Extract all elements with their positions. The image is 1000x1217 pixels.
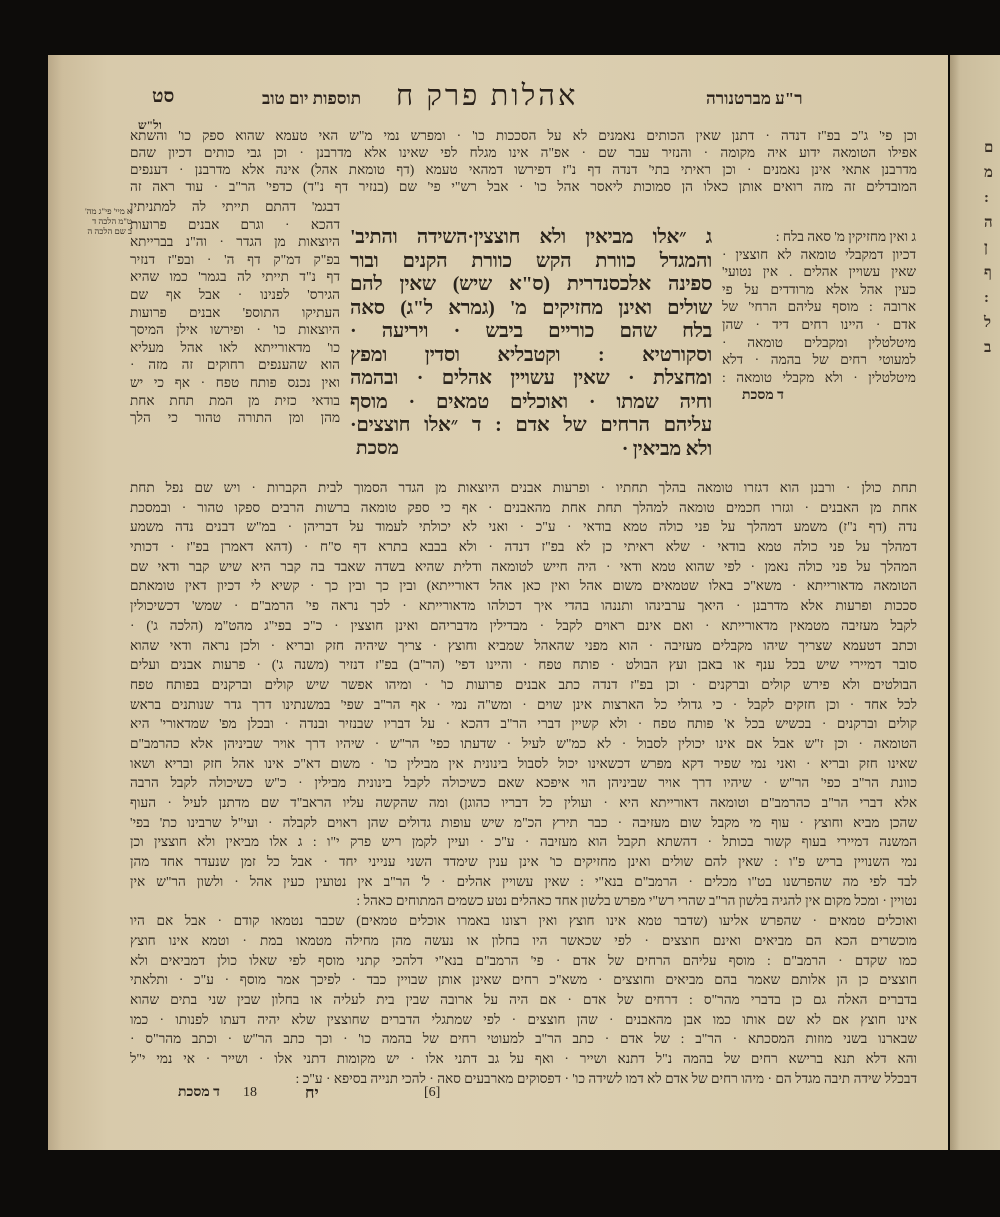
- mishnah-line: ספינה אלכסנדרית (ס"א שיש) שאין להם: [350, 273, 712, 295]
- mishnah-line: בלח שהם כוריים ביבש · ויריעה ·: [350, 320, 712, 342]
- commentary-line: שהכן מביא וחוצץ · עוף מי מקבל שום מעזיבה · כבר תירץ הכ"מ שיש עופות גדולים שהן ראוים לקבלה · ועי"ל שרבינו כת' בפי': [130, 814, 917, 830]
- commentary-line: מדרבנן אתאי אינן נאמנים · וכן ראיתי בתי' דנדה דף נ"ז דפירשו דמהאי טעמא (דף טומאת אהל) אינה אלא מדרבנן · דענפים: [130, 162, 917, 177]
- mishnah-line: עליהם הרחים של אדם : ד ״אלו חוצצים·: [350, 414, 712, 436]
- commentary-line: חוצצים כן הן אלותם שאמר בהם מביאים וחוצצים · משא"כ רחים שאינן אותן שבויין כבד · לפיכך אמר מוסף · ע"כ · ותלאתי: [130, 972, 917, 988]
- commentary-line: שבארנו בשני מוזות המסכתא · הר"ב : של אדם · כתב הר"ב למעוטי רחים של בהמה כו' · וכך כתב הר"ש · וכתב מהר"ס ·: [130, 1031, 917, 1047]
- page-number: סט: [152, 86, 175, 107]
- commentary-line: דכיון דמקבלי טומאה לא חוצצין ·: [722, 246, 916, 262]
- commentary-line: וכתב דטעמא שצריך שיהו מקבלים מעזיבה · הוא מפני שהאהל שמביא וחוצץ · צריך שיהיה חזק ובריא · ולכן נראה ודאי שהוא: [130, 637, 917, 653]
- commentary-line: המשנה דמיירי בעוף קשור בכותל · דהשתא תקבל הוא מעזיבה · ע"כ · ועיין לקמן ריש פרק י"ו : ג אלו מביאין ולא חוצצין וכן: [130, 834, 917, 850]
- commentary-line: אפילו הטומאה ידוע איה מקומה · והנזיר עבר שם · אפ"ה אינו מגלח לפי שאינו אלא מדרבנן · וכן גבי כותים דכיון שהם: [130, 145, 917, 160]
- next-page-fragment: :: [984, 290, 989, 306]
- commentary-line: בודאי כזית מן המת תחת אחת: [130, 392, 340, 408]
- mishnah-line: והמגדל כוורת הקש כוורת הקנים ובור: [350, 249, 712, 272]
- commentary-line: שאין עשויין אהלים . אין נטועי': [722, 264, 916, 280]
- margin-notes: [62, 206, 132, 236]
- commentary-line: שאינו חזק ובריא · ואני נמי שפיר דקא מפרש דכשאינו יכול לסבול בינונית אין מבילין כו' · משום דא"כ אינו אהל חזק ובריא ושאו: [130, 755, 917, 771]
- commentary-line: תחת כולן · ורבנן הוא דגזרו טומאה בהלך תחתיו · ופרעות אבנים היוצאות מן הגדר הסמוך לבית הקברות · ויש שם נפל תחת: [130, 480, 917, 495]
- top-commentary: [130, 127, 917, 195]
- mishnah-line: ג ״אלו מביאין ולא חוצצין·השידה והתיב': [350, 226, 712, 248]
- commentary-line: כוונת הר"ב כפי' הר"ש · שיהיו דרך אויר שביניהן הוי איפכא שאם כשיכולה לקבל בינונית מבילין · כ"ש כשיכולה לקבל הרבה: [130, 775, 917, 791]
- mishnah-line: וסקורטיא : וקטבליא וסדין ומפץ: [350, 343, 712, 366]
- commentary-line: הבולטים ולא פירש קולים וברקנים · וכן בפ"ז דנדה כתב אבנים פרועות כו' · ומיהו אפשר שיש קולים וברקנים בפותח טפח: [130, 676, 917, 692]
- commentary-line: ואין נכנס פותח טפח · אף כי יש: [130, 374, 340, 390]
- commentary-line: דבגמ' דהתם תייתי לה למתניתין: [130, 199, 340, 214]
- commentary-line: דבכלל שידה תיבה מגדל הם · מיהו רחים של אדם לא דמו לשידה כו' · דפסוקים מארבעים סאה · להכי תנייה בסיפא · ע"כ :: [295, 1070, 917, 1086]
- commentary-line: מוכשרים הכא הם מביאים ואינם חוצצים · לפי שכאשר היו בחלון או נעשה מהן מחילה מטמאו במת · וטמא אינו חוצץ: [130, 932, 917, 948]
- commentary-line: דמהלך על פני כולה טמא בודאי · שלא ראיתי כן לא בפ"ז דנדה · ולא בבבא בתרא דף ס"ח · (דהא דאמרן בפ"ז · דכותי: [130, 539, 917, 555]
- commentary-line: והא דלא תנא ברישא רחים של בהמה נ"ל דתנא ושייר · ואף על גב דתני אלו · יש מקומות דתני אלו · ושייר · אי נמי י"ל: [130, 1050, 917, 1066]
- commentary-line: העתיקו התוספ' אבנים פרועות: [130, 304, 340, 320]
- commentary-line: המובדלים זה מזה רואים אותן כאלו הן סמוכות ליאסר אהל כו' · אבל רש"י פי' שם (בנזיר דף נ"ד) כדפי' הר"ב · עוד ראה זה: [130, 179, 917, 194]
- next-page-fragment: :: [984, 190, 989, 206]
- commentary-line: אחת מן האבנים · וגזרו חכמים טומאה למהלך תחת אחת מהאבנים · אף כי ספק טומאה ברשות הרבים ספקו טהור · ובמסכת: [130, 499, 917, 515]
- commentary-line: סככות ופרעות אלא מדרבנן · היאך ערבינהו ותננהו בהדי איך דכולהו מדאורייתא · לכך נראה פי' הרמב"ם · שמש' דכשיכולין: [130, 598, 917, 614]
- commentary-line: בפ"ק דמ"ק דף ה' · ובפ"ז דנזיר: [130, 251, 340, 267]
- commentary-line: נדה (דף נ"ז) משמע דמהלך על פני כולה טמא בודאי · ע"כ · ואני לא יכולתי לעמוד על דבריהן · במ"ש דבנים נדה משמע: [130, 519, 917, 535]
- left-commentary-column: [130, 198, 340, 427]
- commentary-line: נמי השנויין בריש פ"ו : שאין להם שולים ואינן מחזיקים כו' אינן ענין שימדד השני ענייני יחד · אבל כל זמן שנעדר אחד מהן: [130, 854, 917, 870]
- next-page-fragment: ם: [984, 140, 994, 156]
- corner-note: ול"ש: [138, 118, 162, 132]
- commentary-line: לקבל מעזיבה מטמאין מדאורייתא · ואם אינם ראוים לקבל · מבדילין מדבריהם ואינן חוצצין · כ"כ בפי"ג מהט"מ (הלכה ג') ·: [130, 617, 917, 633]
- commentary-line: דהכא · וגרם אבנים פרועות: [130, 216, 340, 232]
- commentary-line: היוצאות מן הגדר · וה"נ בברייתא: [130, 234, 340, 250]
- commentary-line: כעין אהל אלא מרודדים על פי: [722, 281, 916, 297]
- next-page-fragment: ה: [984, 215, 993, 231]
- commentary-line: לבד לפי מה שהפרשנו בט"ו מכלים · הרמב"ם בנא"י : שאין עשויין אהלים · ל' הר"ב אין נטועין כעין אהל · ולשון הר"ש אין: [130, 873, 917, 889]
- commentary-line: כמו שקדם · הרמב"ם : מוסף עליהם הרחים של אדם · פי' הרמב"ם בנא"י דלהכי קתני מוסף לפי שאלו כולן דמביאים ולא: [130, 952, 917, 968]
- mishnah-text: [350, 226, 712, 461]
- footer-signature-hebrew: יח: [305, 1085, 319, 1102]
- right-commentary-column: [722, 228, 916, 386]
- next-page-fragment: ף: [984, 265, 992, 281]
- commentary-line: הטומאה מדאורייתא · משא"כ באלו שטמאים משום אהל ואין כאן אהל דאורייתא) ובין כך ובין כך · קשיא לי דכיון דאין טומאתם: [130, 578, 917, 594]
- footer-signature-arabic: 18: [243, 1085, 257, 1100]
- next-page-fragment: מ: [984, 165, 993, 181]
- commentary-line: הגירס' לפנינו · אבל אף שם: [130, 286, 340, 302]
- commentary-line: למעוטי רחים של בהמה · דלא: [722, 352, 916, 368]
- next-page-fragment: ב: [984, 340, 992, 356]
- tosafot-title: תוספות יום טוב: [262, 89, 362, 108]
- commentary-line: המהלך על פני כולה נאמן · לפי שהוא טמא ודאי · היה חייש לטומאה ודלית שהיא בשדה שאבד בה קבר היא שיש קבר ודאי שם: [130, 558, 917, 574]
- commentary-line: דף נ"ד תייתי לה בגמר' כמו שהיא: [130, 269, 340, 285]
- commentary-line: ואוכלים טמאים · שהפרש אליעו (שדבר טמא אינו חוצץ ואין רצונו באמרו אוכלים טמאים) שכבר נטמאו קודם · אבל אם היו: [130, 913, 917, 929]
- commentary-line: וכן פי' ג"כ בפ"ז דנדה · דתנן שאין הכותים נאמנים לא על הסככות כו' · ומפרש נמי מ"ש האי טעמא שהוא ספק כו' והשתא: [130, 128, 917, 143]
- next-page-fragment: ן: [984, 240, 988, 256]
- commentary-line: היוצאות כו' · ופירשו אילן המיסך: [130, 322, 340, 338]
- commentary-line: הטומאה · וכן ז"ש אבל אם אינו יכולין לסבול · לא כמ"ש לעיל · שדעתו כפי' הר"ש · שיהיו דרך אויר שביניהן אלא כהרמב"ם: [130, 735, 917, 751]
- commentary-line: לכל אחד · וכן חזקים לקבל · כי גדולי כל הארצות אינן שוים · ומש"ה נמי · אף הר"ב שפי' במשנתינו דרך גדר שנותנים בראש: [130, 696, 917, 712]
- commentary-line: אלא דברי הר"ב כהרמב"ם וטומאה דאורייתא היא · ועולין כל דבריו כהוגן) ומה שהקשה עליו הראב"ד שם מדתנן לעיל · העוף: [130, 795, 917, 810]
- right-catchword: ד מסכת: [742, 388, 784, 403]
- margin-note: ט"מ הלכה ד: [92, 216, 132, 226]
- commentary-line: ג ואין מחזיקין מ' סאה בלח :: [775, 229, 916, 244]
- mishnah-line: ומחצלת · שאין עשויין אהלים · ובהמה: [350, 367, 712, 389]
- commentary-line: אדם · היינו רחים דיד · שהן: [722, 316, 916, 332]
- commentary-line: הוא שהענפים רחוקים זה מזה ·: [130, 357, 340, 373]
- bartenura-title: ר"ע מברטנורה: [706, 89, 803, 108]
- footer-catchword: ד מסכת: [178, 1085, 220, 1100]
- commentary-line: מהן ומן התורה טהור כי הלך: [130, 410, 340, 426]
- commentary-line: ארובה : מוסף עליהם הרחי' של: [722, 299, 916, 315]
- footer-folio-number: [6]: [424, 1085, 441, 1100]
- mishnah-line: שולים ואינן מחזיקים מ' (גמרא ל"ג) סאה: [350, 296, 712, 319]
- commentary-line: נטויין · ומכל מקום אין להגיה בלשון הר"ב שהרי רש"י מפרש בלשון אחד כאהלים נטע כשמים המתוחים כאהל :: [356, 893, 917, 909]
- commentary-line: מיטלטלין ומקבלים טומאה ·: [722, 334, 916, 350]
- margin-note: ב שם הלכה ה: [87, 226, 132, 236]
- commentary-line: סובר דמיירי שיש בכל ענף או באבן ועץ הבולט · פותח טפח · והיינו דפי' (הר"ב) בפ"ז דנזיר (משנה ג') · פרעות אבנים ועלים: [130, 657, 917, 673]
- commentary-line: מיטלטלין · ולא מקבלי טומאה :: [722, 369, 916, 385]
- commentary-line: בדברים האלה גם כן בדברי מהר"ס : דרחים של אדם · אם היה על ארובה שבין בית לעליה או בחלון שבין שני בתים שהוא: [130, 991, 917, 1007]
- margin-note: א מיי' פי"ג מה': [85, 206, 132, 216]
- commentary-line: קולים וברקנים · בכשיש בכל א' פותח טפח · ולא קשיין דברי הר"ב דהכא · על דבריו שבנזיר ובנדה · ובכלן מפ' שמדאורי' היא: [130, 716, 917, 732]
- commentary-line: כו' מדאורייתא לאו אהל מעליא: [130, 339, 340, 355]
- mishnah-line: ולא מביאין ·: [621, 437, 712, 460]
- commentary-line: אינו חוצץ אם לא שם אותו כמו אבן מהאבנים · שהן חוצצים · לפי שמתגלי הדברים שחוצצין שלא יהיה דעתו לפנותו · כמו: [130, 1011, 917, 1027]
- mishnah-line: וחיה שמתו · ואוכלים טמאים · מוסף: [350, 390, 712, 413]
- tractate-chapter-title: אהלות פרק ח: [396, 80, 579, 112]
- mishnah-catchword: מסכת: [356, 438, 399, 459]
- next-page-fragment: ל: [984, 315, 992, 331]
- lower-commentary: [130, 478, 917, 1088]
